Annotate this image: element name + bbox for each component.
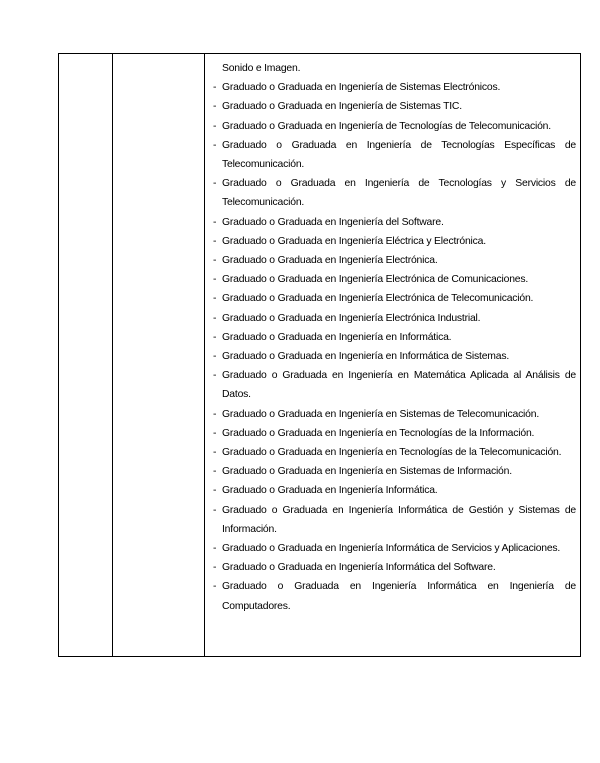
- list-item: - Graduado o Graduada en Ingeniería en Tecnologías de la Telecomunicación.: [208, 443, 576, 462]
- degrees-table: [58, 53, 581, 657]
- list-item: - Graduado o Graduada en Ingeniería Electrónica.: [208, 251, 576, 270]
- list-item: - Graduado o Graduada en Ingeniería en Informática.: [208, 328, 576, 347]
- list-item: - Graduado o Graduada en Ingeniería Informática en Ingeniería de Computadores.: [208, 577, 576, 615]
- list-item: - Graduado o Graduada en Ingeniería Electrónica de Comunicaciones.: [208, 270, 576, 289]
- list-item: - Graduado o Graduada en Ingeniería Informática de Gestión y Sistemas de Información.: [208, 501, 576, 539]
- list-item: - Graduado o Graduada en Ingeniería de Sistemas TIC.: [208, 97, 576, 116]
- list-item: - Graduado o Graduada en Ingeniería Electrónica Industrial.: [208, 309, 576, 328]
- list-item: - Graduado o Graduada en Ingeniería Informática de Servicios y Aplicaciones.: [208, 539, 576, 558]
- list-item: - Graduado o Graduada en Ingeniería Electrónica de Telecomunicación.: [208, 289, 576, 308]
- degree-list: [208, 59, 576, 616]
- list-item: - Graduado o Graduada en Ingeniería Informática del Software.: [208, 558, 576, 577]
- list-item: Sonido e Imagen.: [222, 63, 301, 74]
- list-item: - Graduado o Graduada en Ingeniería en Tecnologías de la Información.: [208, 424, 576, 443]
- list-item: - Graduado o Graduada en Ingeniería de Sistemas Electrónicos.: [208, 78, 576, 97]
- list-item: - Graduado o Graduada en Ingeniería en Matemática Aplicada al Análisis de Datos.: [208, 366, 576, 404]
- list-item: - Graduado o Graduada en Ingeniería en Informática de Sistemas.: [208, 347, 576, 366]
- list-item: - Graduado o Graduada en Ingeniería del Software.: [208, 213, 576, 232]
- column-divider: [204, 54, 205, 656]
- list-item: - Graduado o Graduada en Ingeniería Eléctrica y Electrónica.: [208, 232, 576, 251]
- list-item: - Graduado o Graduada en Ingeniería Informática.: [208, 481, 576, 500]
- list-item: - Graduado o Graduada en Ingeniería en Sistemas de Información.: [208, 462, 576, 481]
- list-item: - Graduado o Graduada en Ingeniería de Tecnologías y Servicios de Telecomunicación.: [208, 174, 576, 212]
- list-item: - Graduado o Graduada en Ingeniería de Tecnologías de Telecomunicación.: [208, 117, 576, 136]
- column-divider: [112, 54, 113, 656]
- list-item: - Graduado o Graduada en Ingeniería en Sistemas de Telecomunicación.: [208, 405, 576, 424]
- list-item: - Graduado o Graduada en Ingeniería de Tecnologías Específicas de Telecomunicación.: [208, 136, 576, 174]
